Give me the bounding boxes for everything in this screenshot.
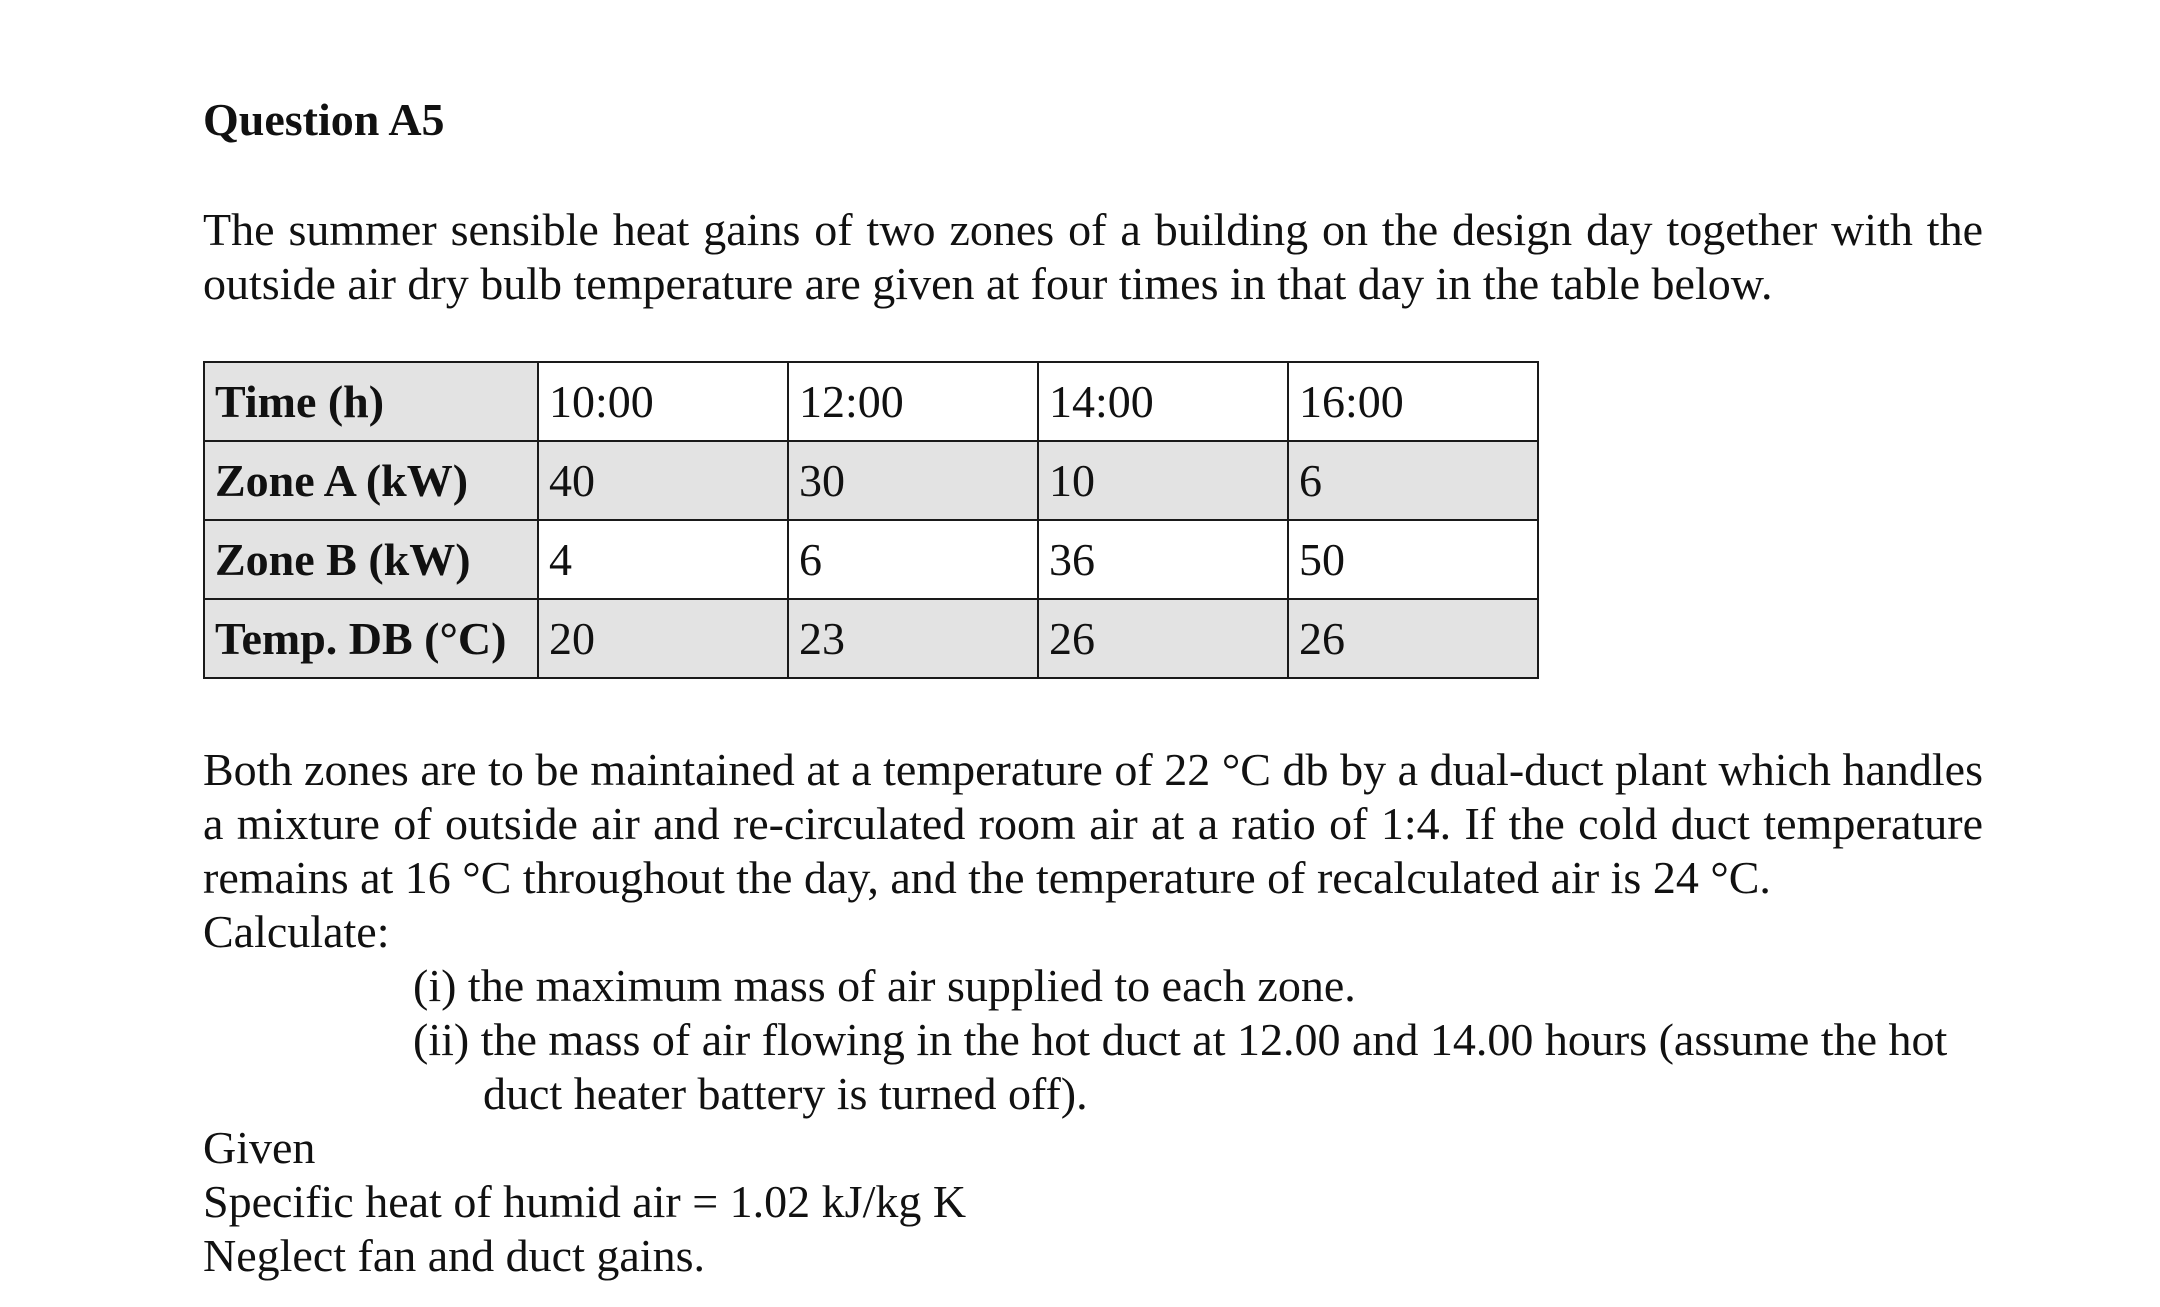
question-title: Question A5 (203, 94, 445, 145)
cell-zone-a-3: 10 (1038, 441, 1288, 520)
cell-temp-db-2: 23 (788, 599, 1038, 678)
item-ii-continued: duct heater battery is turned off). (483, 1068, 1088, 1119)
cell-time-4: 16:00 (1288, 362, 1538, 441)
cell-temp-db-3: 26 (1038, 599, 1288, 678)
item-ii: (ii) the mass of air flowing in the hot duct at 12.00 and 14.00 hours (assume the hot (413, 1014, 1948, 1065)
table-row-temp-db (204, 599, 1538, 678)
item-i: (i) the maximum mass of air supplied to each zone. (413, 960, 1356, 1011)
row-header-time: Time (h) (204, 362, 538, 441)
cell-zone-a-2: 30 (788, 441, 1038, 520)
cell-zone-b-1: 4 (538, 520, 788, 599)
cell-time-1: 10:00 (538, 362, 788, 441)
cell-time-3: 14:00 (1038, 362, 1288, 441)
intro-paragraph: The summer sensible heat gains of two zones of a building on the design day together with the outside air dry bulb temperature are given at four times in that day in the table below. (203, 204, 1983, 309)
cell-temp-db-1: 20 (538, 599, 788, 678)
table-row-zone-a (204, 441, 1538, 520)
row-header-zone-a: Zone A (kW) (204, 441, 538, 520)
body-text: Both zones are to be maintained at a temperature of 22 °C db by a dual-duct plant which handles a mixture of outside air and re-circulated room air at a ratio of 1:4. If the cold duct temperature remains at 16 °C throughout the day, and the temperature of recalculated air is 24 °C. (203, 744, 1983, 903)
body-paragraph (203, 743, 1983, 959)
cell-zone-b-3: 36 (1038, 520, 1288, 599)
cell-zone-b-4: 50 (1288, 520, 1538, 599)
calculate-label: Calculate: (203, 906, 390, 957)
given-specific-heat: Specific heat of humid air = 1.02 kJ/kg K (203, 1176, 967, 1227)
table-row-zone-b (204, 520, 1538, 599)
given-label: Given (203, 1122, 316, 1173)
cell-zone-a-4: 6 (1288, 441, 1538, 520)
row-header-zone-b: Zone B (kW) (204, 520, 538, 599)
table-row-time (204, 362, 1538, 441)
cell-time-2: 12:00 (788, 362, 1038, 441)
cell-temp-db-4: 26 (1288, 599, 1538, 678)
heat-gains-table (203, 361, 1539, 679)
given-neglect-gains: Neglect fan and duct gains. (203, 1230, 705, 1281)
row-header-temp-db: Temp. DB (°C) (204, 599, 538, 678)
cell-zone-b-2: 6 (788, 520, 1038, 599)
cell-zone-a-1: 40 (538, 441, 788, 520)
